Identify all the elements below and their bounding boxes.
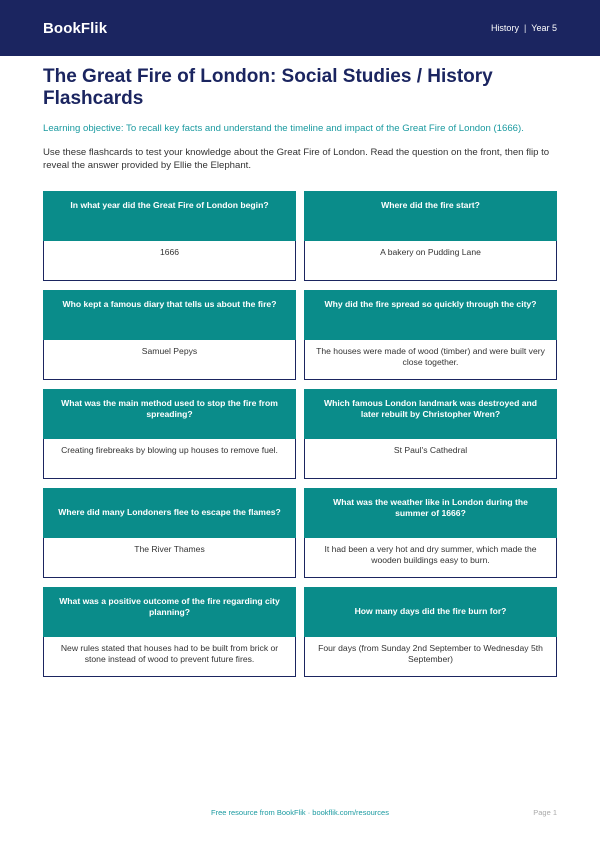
meta-separator: | — [523, 23, 527, 33]
header-meta — [491, 23, 557, 33]
flashcard[interactable] — [304, 488, 557, 578]
flashcard[interactable] — [43, 389, 296, 479]
flashcard-question: In what year did the Great Fire of London begin? — [43, 191, 296, 241]
flashcard-answer: New rules stated that houses had to be built from brick or stone instead of wood to prevent future fires. — [43, 637, 296, 677]
flashcard-answer: A bakery on Pudding Lane — [304, 241, 557, 281]
flashcard[interactable] — [304, 290, 557, 380]
page-number: Page 1 — [533, 808, 557, 817]
flashcard-grid — [43, 191, 557, 677]
flashcard-question: Who kept a famous diary that tells us about the fire? — [43, 290, 296, 340]
flashcard[interactable] — [304, 191, 557, 281]
flashcard-answer: Four days (from Sunday 2nd September to Wednesday 5th September) — [304, 637, 557, 677]
flashcard-question: Why did the fire spread so quickly through the city? — [304, 290, 557, 340]
footer-credit-link[interactable]: Free resource from BookFlik · bookflik.com/resources — [211, 808, 389, 817]
flashcard-question: Where did many Londoners flee to escape the flames? — [43, 488, 296, 538]
flashcard[interactable] — [43, 290, 296, 380]
flashcard-answer: Creating firebreaks by blowing up houses to remove fuel. — [43, 439, 296, 479]
brand-logo[interactable]: BookFlik — [43, 19, 108, 37]
flashcard-answer: It had been a very hot and dry summer, which made the wooden buildings easy to burn. — [304, 538, 557, 578]
flashcard[interactable] — [43, 587, 296, 677]
intro-text: Use these flashcards to test your knowledge about the Great Fire of London. Read the question on the front, then flip to reveal the answer provided by Ellie the Elephant. — [43, 147, 550, 171]
page-footer — [0, 808, 600, 820]
flashcard-question: Where did the fire start? — [304, 191, 557, 241]
learning-objective: Learning objective: To recall key facts and understand the timeline and impact of the Great Fire of London (1666). — [43, 123, 524, 134]
flashcard-question: What was the main method used to stop the fire from spreading? — [43, 389, 296, 439]
flashcard-question: Which famous London landmark was destroyed and later rebuilt by Christopher Wren? — [304, 389, 557, 439]
page-header — [0, 0, 600, 56]
flashcard[interactable] — [304, 389, 557, 479]
year-label: Year 5 — [531, 23, 557, 33]
flashcard-answer: Samuel Pepys — [43, 340, 296, 380]
flashcard-answer: St Paul's Cathedral — [304, 439, 557, 479]
flashcard[interactable] — [43, 191, 296, 281]
page-title: The Great Fire of London: Social Studies / History Flashcards — [43, 66, 493, 109]
flashcard-answer: The River Thames — [43, 538, 296, 578]
subject-label: History — [490, 23, 519, 33]
flashcard-question: What was the weather like in London during the summer of 1666? — [304, 488, 557, 538]
flashcard-answer: The houses were made of wood (timber) and were built very close together. — [304, 340, 557, 380]
flashcard[interactable] — [304, 587, 557, 677]
flashcard[interactable] — [43, 488, 296, 578]
flashcard-question: What was a positive outcome of the fire regarding city planning? — [43, 587, 296, 637]
flashcard-answer: 1666 — [43, 241, 296, 281]
flashcard-question: How many days did the fire burn for? — [304, 587, 557, 637]
